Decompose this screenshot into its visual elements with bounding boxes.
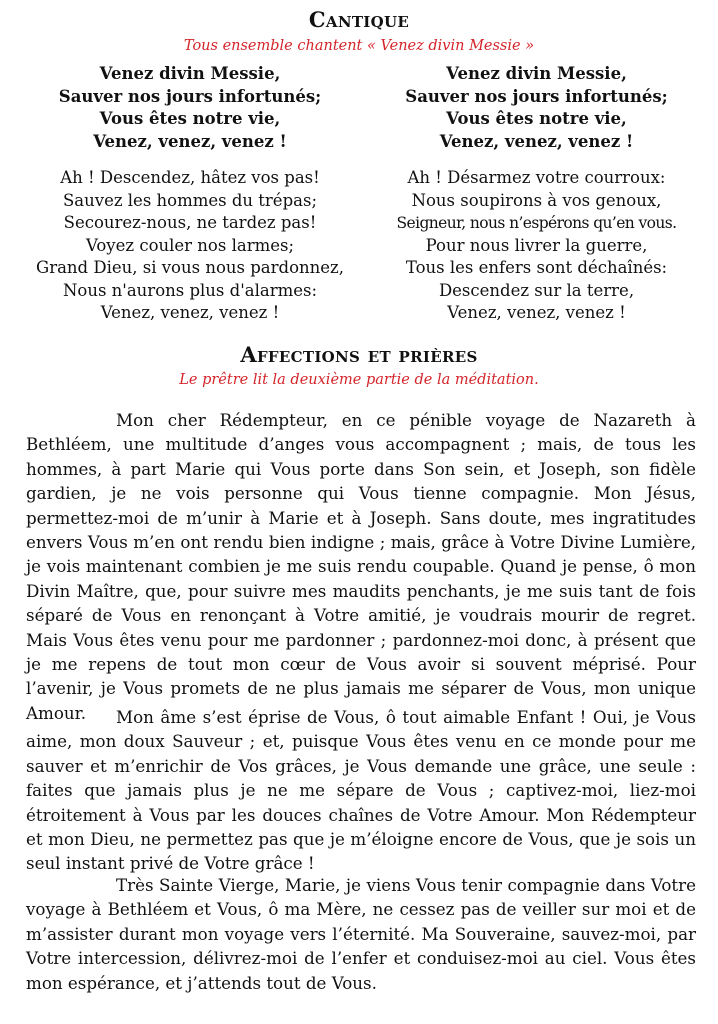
verse-line: Nous soupirons à vos genoux, [411, 190, 662, 210]
affections-heading: Affections et prières [240, 342, 478, 367]
verse-line: Venez, venez, venez ! [439, 131, 634, 151]
stanza-right [370, 167, 703, 325]
verse-line: Venez divin Messie, [446, 64, 627, 83]
refrain-right [370, 63, 703, 153]
verse-line: Vous êtes notre vie, [446, 109, 627, 128]
refrain-left [15, 63, 365, 153]
prayer-paragraph: Mon cher Rédempteur, en ce pénible voyage de Nazareth à Bethléem, une multitude d’anges vous accompagnent ; mais, de tous les hommes, à part Marie qui Vous porte dans Son sein, et Joseph, son fidèle gardien, je ne vois personne qui Vous tienne compagnie. Mon Jésus, permettez-moi de m’unir à Marie et à Joseph. Sans doute, mes ingratitudes envers Vous m’en ont rendu bien indigne ; mais, grâce à Votre Divine Lumière, je vois maintenant combien je me suis rendu coupable. Quand je pense, ô mon Divin Maître, que, pour suivre mes maudits penchants, je me suis tant de fois séparé de Vous en renonçant à Votre amitié, je voudrais mourir de regret. Mais Vous êtes venu pour me pardonner ; pardonnez-moi donc, à présent que je me repens de tout mon cœur de Vous avoir si souvent méprisé. Pour l’avenir, je Vous promets de ne plus jamais me séparer de Vous, mon unique Amour. [26, 410, 696, 723]
verse-line: Vous êtes notre vie, [99, 109, 281, 128]
verse-line: Venez, venez, venez ! [447, 303, 626, 322]
verse-line: Sauver nos jours infortunés; [405, 86, 668, 106]
verse-line: Sauvez les hommes du trépas; [62, 190, 318, 210]
affections-rubric: Le prêtre lit la deuxième partie de la méditation. [179, 372, 539, 388]
verse-line: Tous les enfers sont déchaînés: [405, 258, 668, 277]
verse-line: Venez, venez, venez ! [93, 131, 287, 151]
verse-line: Sauver nos jours infortunés; [58, 86, 322, 106]
verse-line: Seigneur, nous n’espérons qu’en vous. [396, 214, 677, 232]
verse-line: Secourez-nous, ne tardez pas! [63, 213, 317, 232]
verse-line: Ah ! Désarmez votre courroux: [407, 168, 666, 187]
prayer-paragraph: Très Sainte Vierge, Marie, je viens Vous tenir compagnie dans Votre voyage à Bethléem et Vous, ô ma Mère, ne cessez pas de veiller sur moi et de m’assister durant mon voyage vers l’éternité. Ma Souveraine, sauvez-moi, par Votre intercession, délivrez-moi de l’enfer et conduisez-moi au ciel. Vous êtes mon espérance, et j’attends tout de Vous. [26, 875, 696, 993]
verse-line: Venez, venez, venez ! [100, 303, 280, 322]
stanza-left [15, 167, 365, 325]
verse-line: Voyez couler nos larmes; [85, 235, 295, 255]
verse-line: Ah ! Descendez, hâtez vos pas! [60, 168, 320, 187]
prayer-paragraph: Mon âme s’est éprise de Vous, ô tout aimable Enfant ! Oui, je Vous aime, mon doux Sauveur ; et, puisque Vous êtes venu en ce monde pour me sauver et m’enrichir de Vos grâces, je Vous demande une grâce, une seule : faites que jamais plus je ne me sépare de Vous ; captivez-moi, liez-moi étroitement à Vous par les douces chaînes de Votre Amour. Mon Rédempteur et mon Dieu, ne permettez pas que je m’éloigne encore de Vous, que je sois un seul instant privé de Votre grâce ! [26, 707, 696, 874]
verse-line: Venez divin Messie, [99, 64, 281, 83]
cantique-rubric: Tous ensemble chantent « Venez divin Messie » [183, 38, 535, 54]
verse-line: Pour nous livrer la guerre, [425, 235, 648, 255]
verse-line: Nous n'aurons plus d'alarmes: [62, 280, 318, 300]
verse-line: Grand Dieu, si vous nous pardonnez, [36, 258, 344, 277]
cantique-heading: Cantique [308, 7, 410, 32]
verse-line: Descendez sur la terre, [438, 280, 635, 300]
